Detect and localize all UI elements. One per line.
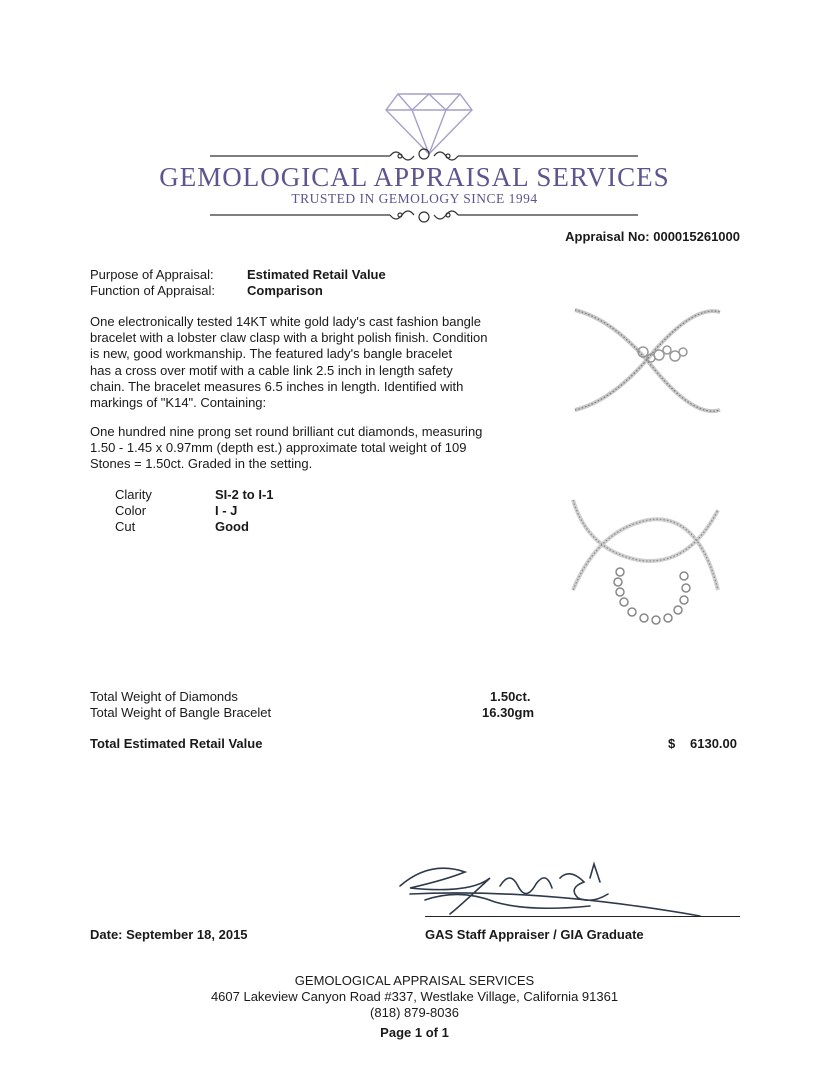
function-value: Comparison xyxy=(247,283,323,298)
diamonds-line: Stones = 1.50ct. Graded in the setting. xyxy=(90,456,313,472)
total-value-amount: 6130.00 xyxy=(690,736,737,751)
color-value: I - J xyxy=(215,503,238,518)
letterhead xyxy=(0,0,829,230)
bottom-ornament-rule xyxy=(210,206,638,226)
description-line: markings of "K14". Containing: xyxy=(90,395,267,411)
company-name: GEMOLOGICAL APPRAISAL SERVICES xyxy=(159,162,670,192)
signature xyxy=(390,858,720,918)
bracelet-photo-bottom xyxy=(558,490,733,630)
bracelet-weight-value: 16.30gm xyxy=(482,705,535,720)
color-label: Color xyxy=(115,503,147,518)
diamonds-description xyxy=(90,424,520,473)
description-line: One electronically tested 14KT white gold lady's cast fashion bangle xyxy=(90,314,482,329)
diamonds-line: One hundred nine prong set round brilliant cut diamonds, measuring xyxy=(90,424,483,439)
signature-line xyxy=(425,916,740,917)
cut-label: Cut xyxy=(115,519,136,534)
company-tagline: TRUSTED IN GEMOLOGY SINCE 1994 xyxy=(291,191,538,206)
item-description xyxy=(90,314,520,411)
footer-address: 4607 Lakeview Canyon Road #337, Westlake Village, California 91361 xyxy=(210,989,619,1004)
description-line: has a cross over motif with a cable link 2.5 inch in length safety xyxy=(90,362,453,378)
currency-symbol: $ xyxy=(668,736,676,751)
page-number: Page 1 of 1 xyxy=(380,1025,449,1040)
purpose-value: Estimated Retail Value xyxy=(247,267,386,282)
description-line: chain. The bracelet measures 6.5 inches in length. Identified with xyxy=(90,378,464,394)
clarity-label: Clarity xyxy=(115,487,152,502)
total-value-label: Total Estimated Retail Value xyxy=(90,736,263,751)
description-line: is new, good workmanship. The featured lady's bangle bracelet xyxy=(90,346,453,362)
description-line: bracelet with a lobster claw clasp with a bright polish finish. Condition xyxy=(90,330,488,346)
footer-phone: (818) 879-8036 xyxy=(370,1005,459,1020)
cut-value: Good xyxy=(215,519,249,534)
function-label: Function of Appraisal: xyxy=(90,283,216,298)
clarity-value: SI-2 to I-1 xyxy=(215,487,274,502)
appraiser-title: GAS Staff Appraiser / GIA Graduate xyxy=(425,927,644,942)
footer-company: GEMOLOGICAL APPRAISAL SERVICES xyxy=(294,973,535,988)
diamond-weight-value: 1.50ct. xyxy=(490,689,531,704)
bracelet-weight-label: Total Weight of Bangle Bracelet xyxy=(90,705,272,720)
purpose-label: Purpose of Appraisal: xyxy=(90,267,214,282)
appraisal-date: Date: September 18, 2015 xyxy=(90,927,248,942)
appraisal-number: Appraisal No: 000015261000 xyxy=(565,229,740,244)
diamond-weight-label: Total Weight of Diamonds xyxy=(90,689,238,704)
diamonds-line: 1.50 - 1.45 x 0.97mm (depth est.) approximate total weight of 109 xyxy=(90,440,467,456)
bracelet-photo-top xyxy=(555,300,735,425)
